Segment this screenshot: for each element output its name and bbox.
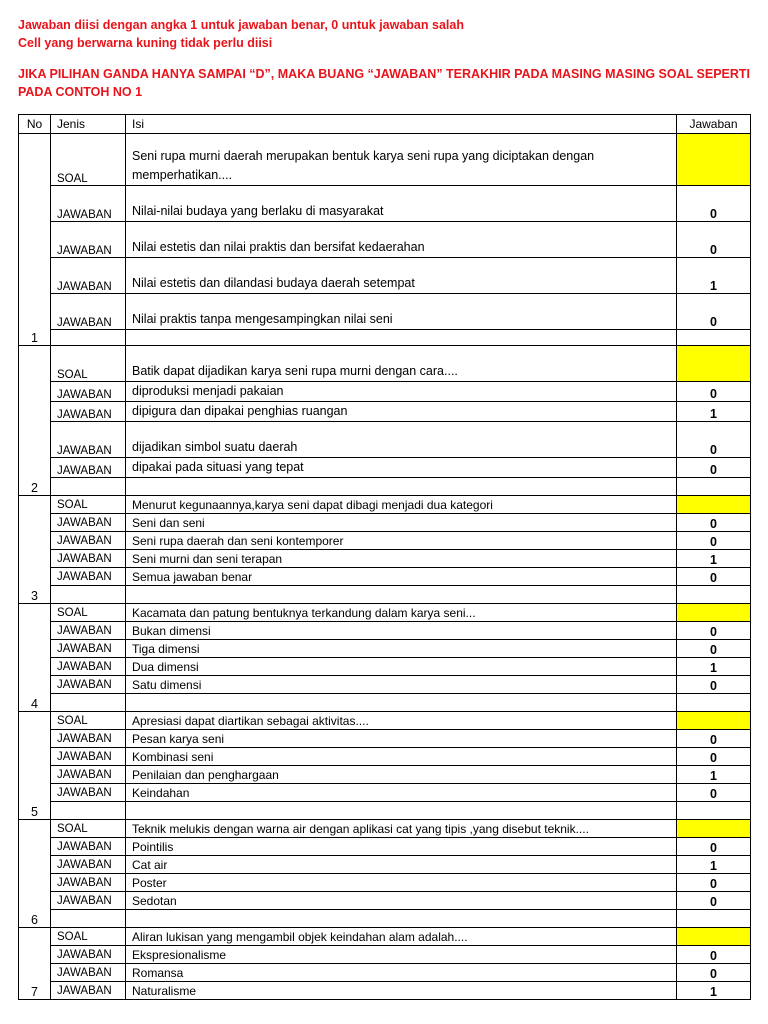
spacer-row [19, 478, 751, 496]
answer-text: diproduksi menjadi pakaian [126, 382, 677, 402]
answer-text: Seni murni dan seni terapan [126, 550, 677, 568]
spacer-cell [51, 694, 126, 712]
jawaban-label: JAWABAN [51, 294, 126, 330]
answer-value-cell[interactable]: 0 [677, 730, 751, 748]
answer-text: Naturalisme [126, 982, 677, 1000]
answer-row [19, 222, 751, 258]
answer-row [19, 568, 751, 586]
answer-text: Romansa [126, 964, 677, 982]
question-text: Teknik melukis dengan warna air dengan aplikasi cat yang tipis ,yang disebut teknik.... [126, 820, 677, 838]
spacer-cell [51, 802, 126, 820]
spacer-cell [126, 694, 677, 712]
question-text: Seni rupa murni daerah merupakan bentuk karya seni rupa yang diciptakan dengan memperhatikan.... [126, 134, 677, 186]
jawaban-label: JAWABAN [51, 532, 126, 550]
soal-label: SOAL [51, 604, 126, 622]
answer-row [19, 766, 751, 784]
spacer-cell [126, 586, 677, 604]
answer-value-cell[interactable]: 0 [677, 640, 751, 658]
answer-row [19, 874, 751, 892]
jawaban-label: JAWABAN [51, 982, 126, 1000]
answer-row [19, 676, 751, 694]
header-jenis: Jenis [51, 115, 126, 134]
soal-answer-cell-highlighted [677, 820, 751, 838]
spacer-row [19, 802, 751, 820]
question-text: Apresiasi dapat diartikan sebagai aktivitas.... [126, 712, 677, 730]
soal-label: SOAL [51, 712, 126, 730]
answer-value-cell[interactable]: 0 [677, 294, 751, 330]
answer-row [19, 640, 751, 658]
spacer-row [19, 910, 751, 928]
jawaban-label: JAWABAN [51, 874, 126, 892]
answer-row [19, 856, 751, 874]
instruction-line-2: Cell yang berwarna kuning tidak perlu diisi [18, 36, 273, 50]
answer-value-cell[interactable]: 1 [677, 856, 751, 874]
soal-answer-cell-highlighted [677, 604, 751, 622]
answer-row [19, 658, 751, 676]
answer-text: Sedotan [126, 892, 677, 910]
answer-row [19, 964, 751, 982]
answer-value-cell[interactable]: 0 [677, 964, 751, 982]
answer-row [19, 892, 751, 910]
answer-value-cell[interactable]: 0 [677, 838, 751, 856]
answer-row [19, 784, 751, 802]
jawaban-label: JAWABAN [51, 382, 126, 402]
spacer-cell [677, 478, 751, 496]
jawaban-label: JAWABAN [51, 422, 126, 458]
answer-text: Poster [126, 874, 677, 892]
spacer-row [19, 694, 751, 712]
answer-text: Nilai-nilai budaya yang berlaku di masyarakat [126, 186, 677, 222]
jawaban-label: JAWABAN [51, 748, 126, 766]
answer-value-cell[interactable]: 0 [677, 382, 751, 402]
answer-row [19, 946, 751, 964]
soal-label: SOAL [51, 820, 126, 838]
answer-text: Seni dan seni [126, 514, 677, 532]
answer-row [19, 458, 751, 478]
question-text: Aliran lukisan yang mengambil objek keindahan alam adalah.... [126, 928, 677, 946]
answer-value-cell[interactable]: 0 [677, 676, 751, 694]
answer-value-cell[interactable]: 0 [677, 622, 751, 640]
jawaban-label: JAWABAN [51, 676, 126, 694]
question-text: Menurut kegunaannya,karya seni dapat dibagi menjadi dua kategori [126, 496, 677, 514]
answer-text: Kombinasi seni [126, 748, 677, 766]
question-number: 5 [19, 712, 51, 820]
answer-text: Keindahan [126, 784, 677, 802]
jawaban-label: JAWABAN [51, 258, 126, 294]
header-isi: Isi [126, 115, 677, 134]
soal-label: SOAL [51, 496, 126, 514]
question-row [19, 346, 751, 382]
answer-value-cell[interactable]: 1 [677, 658, 751, 676]
spacer-cell [677, 694, 751, 712]
answer-row [19, 186, 751, 222]
answer-value-cell[interactable]: 0 [677, 458, 751, 478]
answer-row [19, 532, 751, 550]
jawaban-label: JAWABAN [51, 568, 126, 586]
jawaban-label: JAWABAN [51, 402, 126, 422]
answer-value-cell[interactable]: 1 [677, 982, 751, 1000]
spacer-cell [677, 586, 751, 604]
jawaban-label: JAWABAN [51, 622, 126, 640]
spacer-row [19, 330, 751, 346]
answer-value-cell[interactable]: 0 [677, 568, 751, 586]
answer-value-cell[interactable]: 1 [677, 258, 751, 294]
question-row [19, 134, 751, 186]
jawaban-label: JAWABAN [51, 730, 126, 748]
jawaban-label: JAWABAN [51, 222, 126, 258]
table-header-row [19, 115, 751, 134]
question-number: 2 [19, 346, 51, 496]
answer-row [19, 550, 751, 568]
answer-text: Cat air [126, 856, 677, 874]
jawaban-label: JAWABAN [51, 640, 126, 658]
answer-row [19, 622, 751, 640]
question-answer-table [18, 114, 751, 1000]
spacer-cell [51, 910, 126, 928]
spacer-row [19, 586, 751, 604]
answer-row [19, 258, 751, 294]
soal-label: SOAL [51, 928, 126, 946]
question-row [19, 712, 751, 730]
answer-row [19, 382, 751, 402]
question-number: 6 [19, 820, 51, 928]
question-row [19, 820, 751, 838]
question-text: Batik dapat dijadikan karya seni rupa murni dengan cara.... [126, 346, 677, 382]
jawaban-label: JAWABAN [51, 892, 126, 910]
jawaban-label: JAWABAN [51, 766, 126, 784]
jawaban-label: JAWABAN [51, 964, 126, 982]
spacer-cell [126, 478, 677, 496]
answer-text: Pesan karya seni [126, 730, 677, 748]
answer-text: Nilai estetis dan nilai praktis dan bersifat kedaerahan [126, 222, 677, 258]
spacer-cell [126, 910, 677, 928]
jawaban-label: JAWABAN [51, 784, 126, 802]
soal-answer-cell-highlighted [677, 928, 751, 946]
soal-label: SOAL [51, 134, 126, 186]
jawaban-label: JAWABAN [51, 186, 126, 222]
jawaban-label: JAWABAN [51, 514, 126, 532]
question-row [19, 928, 751, 946]
spacer-cell [126, 330, 677, 346]
spacer-cell [126, 802, 677, 820]
jawaban-label: JAWABAN [51, 658, 126, 676]
answer-value-cell[interactable]: 0 [677, 874, 751, 892]
answer-value-cell[interactable]: 0 [677, 422, 751, 458]
question-number: 7 [19, 928, 51, 1000]
answer-row [19, 294, 751, 330]
spacer-cell [51, 330, 126, 346]
answer-value-cell[interactable]: 0 [677, 186, 751, 222]
soal-answer-cell-highlighted [677, 496, 751, 514]
question-number: 4 [19, 604, 51, 712]
answer-value-cell[interactable]: 0 [677, 784, 751, 802]
answer-text: Bukan dimensi [126, 622, 677, 640]
instructions [18, 16, 750, 101]
answer-row [19, 422, 751, 458]
answer-text: Pointilis [126, 838, 677, 856]
answer-text: dipakai pada situasi yang tepat [126, 458, 677, 478]
spacer-cell [677, 330, 751, 346]
answer-text: Penilaian dan penghargaan [126, 766, 677, 784]
answer-text: Semua jawaban benar [126, 568, 677, 586]
answer-text: Nilai praktis tanpa mengesampingkan nilai seni [126, 294, 677, 330]
answer-row [19, 514, 751, 532]
answer-value-cell[interactable]: 0 [677, 514, 751, 532]
answer-value-cell[interactable]: 0 [677, 748, 751, 766]
answer-value-cell[interactable]: 1 [677, 550, 751, 568]
question-row [19, 496, 751, 514]
question-row [19, 604, 751, 622]
answer-value-cell[interactable]: 0 [677, 532, 751, 550]
answer-text: dijadikan simbol suatu daerah [126, 422, 677, 458]
answer-row [19, 982, 751, 1000]
answer-value-cell[interactable]: 1 [677, 766, 751, 784]
answer-row [19, 402, 751, 422]
jawaban-label: JAWABAN [51, 856, 126, 874]
answer-text: Nilai estetis dan dilandasi budaya daerah setempat [126, 258, 677, 294]
spacer-cell [51, 586, 126, 604]
answer-text: Dua dimensi [126, 658, 677, 676]
instruction-line-1: Jawaban diisi dengan angka 1 untuk jawaban benar, 0 untuk jawaban salah [18, 18, 464, 32]
spacer-cell [677, 910, 751, 928]
answer-value-cell[interactable]: 0 [677, 946, 751, 964]
jawaban-label: JAWABAN [51, 550, 126, 568]
question-text: Kacamata dan patung bentuknya terkandung dalam karya seni... [126, 604, 677, 622]
soal-label: SOAL [51, 346, 126, 382]
answer-row [19, 838, 751, 856]
answer-text: Tiga dimensi [126, 640, 677, 658]
spacer-cell [51, 478, 126, 496]
jawaban-label: JAWABAN [51, 946, 126, 964]
answer-value-cell[interactable]: 0 [677, 892, 751, 910]
question-number: 3 [19, 496, 51, 604]
answer-value-cell[interactable]: 0 [677, 222, 751, 258]
answer-text: Satu dimensi [126, 676, 677, 694]
jawaban-label: JAWABAN [51, 458, 126, 478]
answer-row [19, 748, 751, 766]
instruction-line-3: JIKA PILIHAN GANDA HANYA SAMPAI “D”, MAKA BUANG “JAWABAN” TERAKHIR PADA MASING MASING SOAL SEPERTI PADA CONTOH NO 1 [18, 67, 750, 99]
spacer-cell [677, 802, 751, 820]
answer-text: Seni rupa daerah dan seni kontemporer [126, 532, 677, 550]
header-jawaban: Jawaban [677, 115, 751, 134]
question-number: 1 [19, 134, 51, 346]
answer-text: dipigura dan dipakai penghias ruangan [126, 402, 677, 422]
soal-answer-cell-highlighted [677, 712, 751, 730]
answer-text: Ekspresionalisme [126, 946, 677, 964]
answer-row [19, 730, 751, 748]
jawaban-label: JAWABAN [51, 838, 126, 856]
header-no: No [19, 115, 51, 134]
answer-value-cell[interactable]: 1 [677, 402, 751, 422]
soal-answer-cell-highlighted [677, 346, 751, 382]
soal-answer-cell-highlighted [677, 134, 751, 186]
